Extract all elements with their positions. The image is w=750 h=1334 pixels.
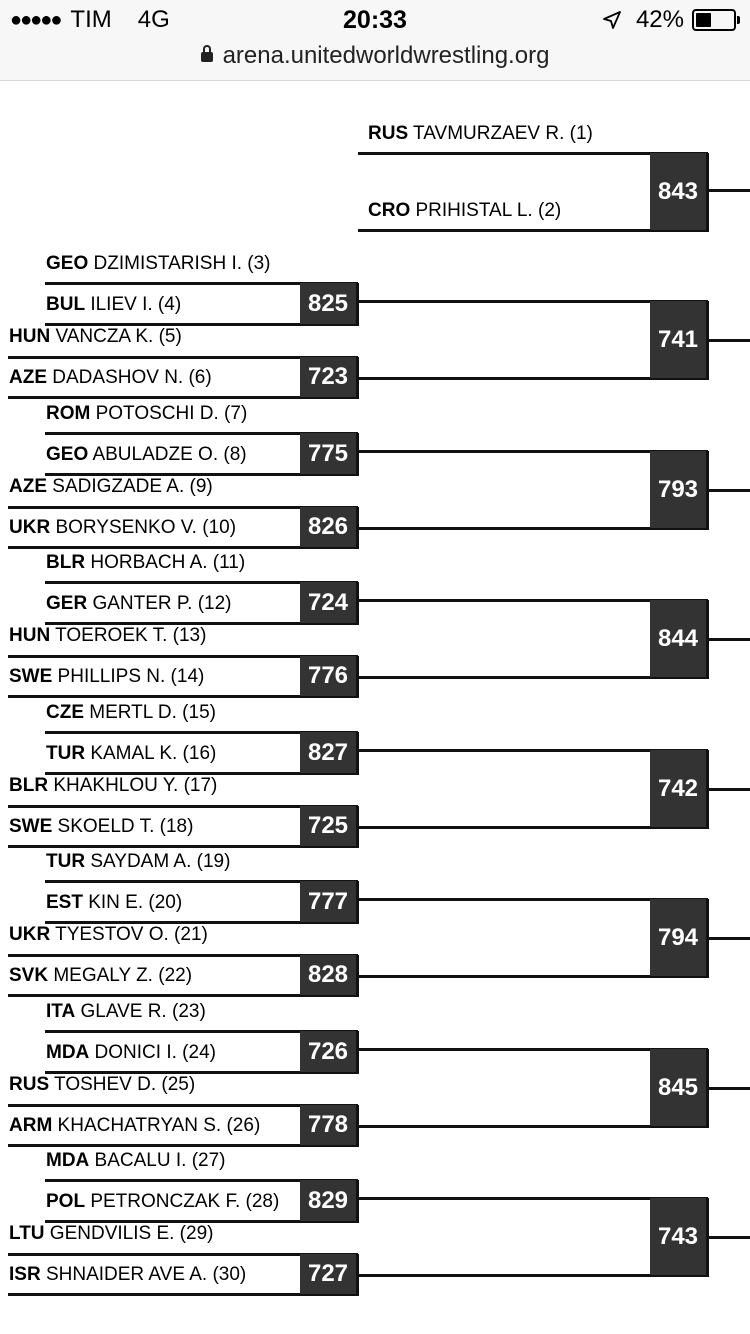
- network-label: 4G: [137, 6, 170, 33]
- country-code: POL: [46, 1191, 86, 1212]
- wrestler-name: HORBACH A. (11): [85, 552, 246, 573]
- bracket-line: [708, 189, 750, 192]
- wrestler-name: KHAKHLOU Y. (17): [48, 775, 218, 796]
- wrestler-entry[interactable]: [46, 1191, 279, 1213]
- wrestler-entry[interactable]: [9, 625, 206, 647]
- match-number[interactable]: 845: [650, 1049, 706, 1126]
- wrestler-entry[interactable]: [9, 1264, 246, 1286]
- bracket-line: [708, 489, 750, 492]
- bracket-line: [356, 582, 359, 625]
- match-number[interactable]: 794: [650, 899, 706, 976]
- wrestler-name: BORYSENKO V. (10): [50, 517, 237, 538]
- match-number[interactable]: 741: [650, 301, 706, 378]
- wrestler-entry[interactable]: [46, 892, 182, 914]
- match-number[interactable]: 776: [300, 656, 356, 696]
- wrestler-name: PRIHISTAL L. (2): [410, 200, 562, 221]
- country-code: RUS: [368, 123, 409, 144]
- wrestler-name: KIN E. (20): [82, 892, 183, 913]
- wrestler-entry[interactable]: [9, 924, 208, 946]
- country-code: SWE: [9, 666, 53, 687]
- match-number[interactable]: 844: [650, 600, 706, 677]
- match-number[interactable]: 793: [650, 451, 706, 528]
- wrestler-name: ABULADZE O. (8): [88, 444, 247, 465]
- country-code: UKR: [9, 924, 51, 945]
- wrestler-name: GLAVE R. (23): [75, 1001, 206, 1022]
- wrestler-name: ILIEV I. (4): [85, 294, 182, 315]
- wrestler-entry[interactable]: [368, 200, 561, 222]
- wrestler-entry[interactable]: [9, 476, 213, 498]
- country-code: TUR: [46, 851, 86, 872]
- wrestler-name: TOEROEK T. (13): [50, 625, 207, 646]
- match-number[interactable]: 829: [300, 1180, 356, 1221]
- wrestler-entry[interactable]: [9, 775, 217, 797]
- match-number[interactable]: 742: [650, 750, 706, 827]
- wrestler-name: DZIMISTARISH I. (3): [88, 253, 271, 274]
- country-code: SVK: [9, 965, 49, 986]
- country-code: RUS: [9, 1074, 50, 1095]
- bracket-line: [708, 788, 750, 791]
- match-number[interactable]: 826: [300, 507, 356, 547]
- bracket-line: [356, 1031, 359, 1074]
- country-code: ITA: [46, 1001, 76, 1022]
- match-number[interactable]: 743: [650, 1198, 706, 1275]
- wrestler-name: TOSHEV D. (25): [49, 1074, 196, 1095]
- battery-percent: 42%: [635, 6, 684, 33]
- country-code: MDA: [46, 1150, 90, 1171]
- country-code: GEO: [46, 253, 89, 274]
- bracket-line: [708, 1236, 750, 1239]
- url-text: arena.unitedworldwrestling.org: [222, 42, 550, 69]
- match-number[interactable]: 724: [300, 582, 356, 623]
- wrestler-entry[interactable]: [46, 552, 245, 574]
- bracket-line: [356, 732, 359, 775]
- wrestler-entry[interactable]: [46, 253, 271, 275]
- wrestler-entry[interactable]: [368, 123, 593, 145]
- wrestler-name: SADIGZADE A. (9): [47, 476, 213, 497]
- wrestler-name: TYESTOV O. (21): [50, 924, 208, 945]
- match-number[interactable]: 825: [300, 283, 356, 324]
- bracket-line: [356, 881, 359, 924]
- wrestler-name: POTOSCHI D. (7): [90, 403, 248, 424]
- wrestler-entry[interactable]: [46, 294, 181, 316]
- country-code: HUN: [9, 625, 51, 646]
- match-number[interactable]: 727: [300, 1254, 356, 1294]
- wrestler-entry[interactable]: [9, 1115, 260, 1137]
- wrestler-entry[interactable]: [46, 1150, 226, 1172]
- wrestler-entry[interactable]: [9, 816, 193, 838]
- country-code: ISR: [9, 1264, 41, 1285]
- wrestler-name: PETRONCZAK F. (28): [85, 1191, 280, 1212]
- wrestler-name: MEGALY Z. (22): [48, 965, 193, 986]
- wrestler-name: BACALU I. (27): [89, 1150, 226, 1171]
- country-code: SWE: [9, 816, 53, 837]
- wrestler-entry[interactable]: [9, 517, 236, 539]
- wrestler-name: SKOELD T. (18): [52, 816, 194, 837]
- match-number[interactable]: 723: [300, 357, 356, 397]
- bracket-line: [356, 283, 359, 326]
- wrestler-name: GANTER P. (12): [87, 593, 232, 614]
- country-code: EST: [46, 892, 83, 913]
- wrestler-entry[interactable]: [46, 702, 216, 724]
- country-code: BLR: [46, 552, 86, 573]
- match-number[interactable]: 726: [300, 1031, 356, 1072]
- wrestler-entry[interactable]: [46, 851, 230, 873]
- wrestler-name: KHACHATRYAN S. (26): [52, 1115, 261, 1136]
- bracket-line: [708, 937, 750, 940]
- wrestler-entry[interactable]: [9, 367, 212, 389]
- wrestler-entry[interactable]: [9, 666, 204, 688]
- wrestler-entry[interactable]: [9, 326, 182, 348]
- wrestler-name: DONICI I. (24): [89, 1042, 216, 1063]
- match-number[interactable]: 828: [300, 955, 356, 995]
- wrestler-entry[interactable]: [46, 1042, 216, 1064]
- wrestler-entry[interactable]: [9, 1074, 195, 1096]
- wrestler-entry[interactable]: [9, 965, 192, 987]
- country-code: ROM: [46, 403, 91, 424]
- match-number[interactable]: 777: [300, 881, 356, 922]
- match-number[interactable]: 827: [300, 732, 356, 773]
- bracket-line: [356, 433, 359, 476]
- bracket-line: [356, 1180, 359, 1223]
- bracket-line: [708, 339, 750, 342]
- bracket-line: [708, 1087, 750, 1090]
- clock: 20:33: [343, 6, 407, 34]
- wrestler-name: SAYDAM A. (19): [85, 851, 231, 872]
- wrestler-entry[interactable]: [46, 743, 216, 765]
- wrestler-entry[interactable]: [46, 444, 247, 466]
- wrestler-name: TAVMURZAEV R. (1): [408, 123, 593, 144]
- country-code: CZE: [46, 702, 84, 723]
- match-number[interactable]: 775: [300, 433, 356, 474]
- signal-icon: ●●●●●: [10, 8, 61, 31]
- wrestler-name: PHILLIPS N. (14): [52, 666, 205, 687]
- country-code: AZE: [9, 367, 47, 388]
- wrestler-name: DADASHOV N. (6): [47, 367, 212, 388]
- country-code: ARM: [9, 1115, 53, 1136]
- country-code: LTU: [9, 1223, 45, 1244]
- wrestler-name: MERTL D. (15): [84, 702, 216, 723]
- carrier-label: TIM: [70, 6, 112, 33]
- wrestler-entry[interactable]: [46, 593, 232, 615]
- match-number[interactable]: 778: [300, 1105, 356, 1145]
- country-code: GER: [46, 593, 88, 614]
- country-code: AZE: [9, 476, 47, 497]
- country-code: HUN: [9, 326, 51, 347]
- country-code: BUL: [46, 294, 86, 315]
- wrestler-name: VANCZA K. (5): [50, 326, 182, 347]
- country-code: BLR: [9, 775, 49, 796]
- country-code: MDA: [46, 1042, 90, 1063]
- bracket-line: [706, 153, 709, 232]
- wrestler-entry[interactable]: [9, 1223, 213, 1245]
- wrestler-name: KAMAL K. (16): [85, 743, 217, 764]
- country-code: TUR: [46, 743, 86, 764]
- wrestler-entry[interactable]: [46, 403, 247, 425]
- wrestler-entry[interactable]: [46, 1001, 206, 1023]
- wrestler-name: SHNAIDER AVE A. (30): [40, 1264, 247, 1285]
- country-code: CRO: [368, 200, 411, 221]
- wrestler-name: GENDVILIS E. (29): [44, 1223, 214, 1244]
- match-number[interactable]: 843: [650, 153, 706, 230]
- bracket-line: [708, 638, 750, 641]
- country-code: UKR: [9, 517, 51, 538]
- country-code: GEO: [46, 444, 89, 465]
- match-number[interactable]: 725: [300, 806, 356, 846]
